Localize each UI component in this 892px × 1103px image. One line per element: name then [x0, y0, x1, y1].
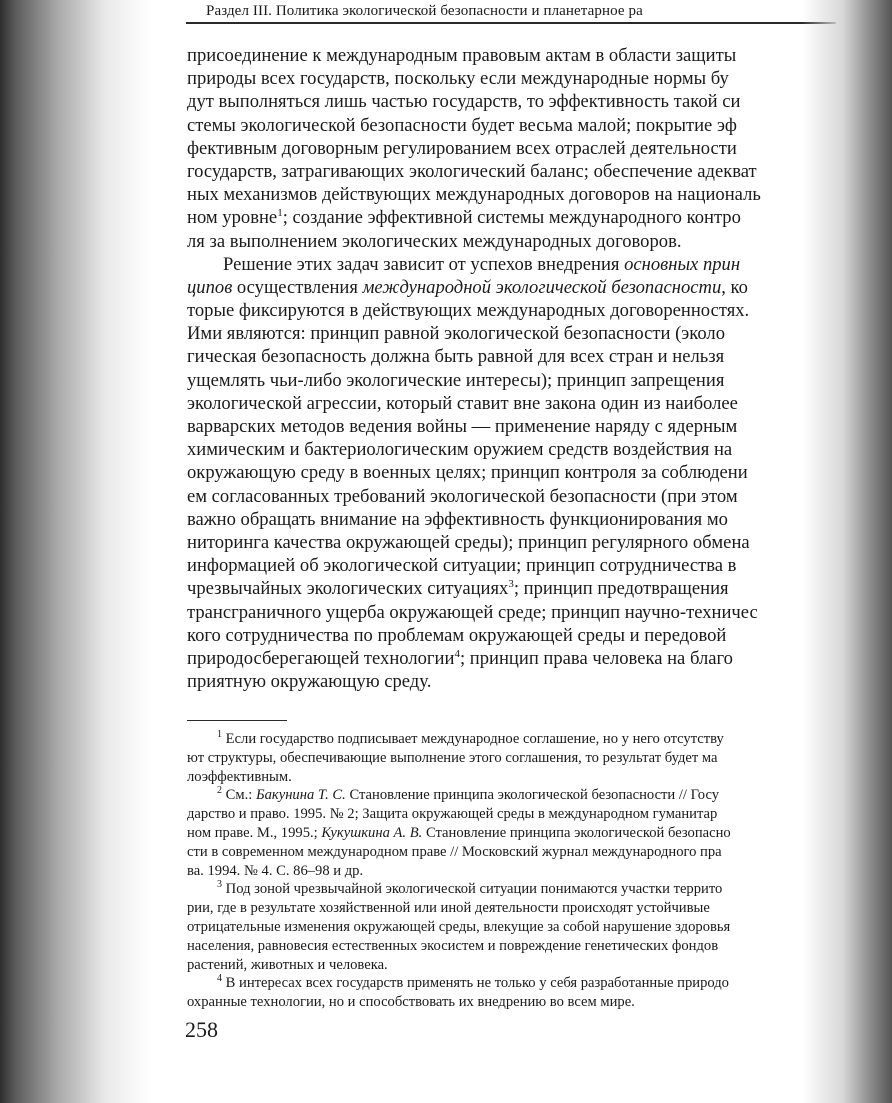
- footnote-line: отрицательные изменения окружающей среды, влекущие за собой нарушение здоровья: [187, 918, 731, 935]
- text-line: природы всех государств, поскольку если международные нормы бу: [187, 68, 729, 90]
- text-line: ных механизмов действующих международных договоров на националь: [187, 184, 761, 206]
- footnote-ref-3: 3: [508, 578, 514, 591]
- text-run: , ко: [721, 276, 748, 298]
- text-run: Под зоной чрезвычайной экологической ситуации понимаются участки террито: [222, 881, 723, 898]
- text-line: дут выполняться лишь частью государств, то эффективность такой си: [187, 91, 741, 113]
- footnote-line: рии, где в результате хозяйственной или иной деятельности происходят устойчивые: [187, 900, 710, 917]
- footnote-number: 3: [217, 880, 222, 891]
- footnote-line: ва. 1994. № 4. С. 86–98 и др.: [187, 862, 364, 879]
- page-number: 258: [185, 1017, 218, 1042]
- footnote-number: 2: [217, 786, 222, 797]
- text-run: осуществления: [232, 276, 363, 298]
- text-line: информацией об экологической ситуации; принцип сотрудничества в: [187, 555, 737, 577]
- text-line: экологической агрессии, который ставит вне закона один из наиболее: [187, 392, 738, 414]
- italic-term: международной экологической безопасности: [362, 276, 722, 298]
- text-line: химическим и бактериологическим оружием средств воздействия на: [187, 439, 733, 461]
- text-line: важно обращать внимание на эффективность функционирования мо: [187, 508, 728, 530]
- text-run: См.:: [222, 787, 256, 804]
- paragraph-2: [187, 253, 847, 694]
- italic-term: основных прин: [624, 253, 741, 275]
- text-run: Решение этих задач зависит от успехов внедрения: [223, 253, 625, 275]
- italic-term: ципов: [187, 276, 233, 298]
- footnote-line: [187, 880, 847, 899]
- author-name: Бакунина Т. С.: [255, 787, 346, 804]
- footnote-separator: [187, 720, 287, 721]
- running-head-rule: [186, 22, 836, 24]
- footnote-4: [187, 974, 847, 1012]
- footnote-ref-1: 1: [277, 207, 283, 220]
- text-run: ; принцип права человека на благо: [459, 647, 733, 669]
- text-line: Ими являются: принцип равной экологической безопасности (эколо: [187, 323, 725, 345]
- footnotes: [187, 730, 847, 1012]
- footnote-number: 1: [217, 730, 222, 741]
- main-text: [187, 44, 847, 693]
- text-line: варварских методов ведения войны — применение наряду с ядерным: [187, 416, 738, 437]
- text-line: торые фиксируются в действующих международных договоренностях.: [187, 300, 750, 322]
- footnote-number: 4: [217, 974, 222, 985]
- footnote-line: ют структуры, обеспечивающие выполнение этого соглашения, то результат будет ма: [187, 749, 718, 766]
- footnote-ref-4: 4: [454, 647, 460, 660]
- text-line: ниторинга качества окружающей среды); принцип регулярного обмена: [187, 531, 750, 553]
- text-run: Если государство подписывает международное соглашение, но у него отсутству: [222, 731, 724, 747]
- footnote-line: сти в современном международном праве // Московский журнал международного пра: [187, 843, 722, 860]
- paragraph-1: [187, 44, 847, 253]
- text-line: фективным договорным регулированием всех отраслей деятельности: [187, 137, 737, 159]
- footnote-line: дарство и право. 1995. № 2; Защита окружающей среды в международном гуманитар: [187, 806, 718, 823]
- text-line: приятную окружающую среду.: [187, 671, 432, 693]
- footnote-line: охранные технологии, но и способствовать их внедрению во всем мире.: [187, 994, 635, 1011]
- text-line: [187, 577, 847, 600]
- scan-shadow-right: [802, 0, 892, 1103]
- author-name: Кукушкина А. В.: [321, 824, 423, 841]
- text-run: Становление принципа экологической безопасно: [422, 824, 731, 841]
- footnote-1: [187, 730, 847, 786]
- text-line: [187, 647, 847, 670]
- running-head: Раздел III. Политика экологической безопасности и планетарное ра: [206, 3, 643, 19]
- text-run: чрезвычайных экологических ситуациях: [187, 578, 509, 600]
- text-line: [187, 253, 847, 276]
- text-line: трансграничного ущерба окружающей среде; принцип научно-техничес: [187, 601, 758, 623]
- text-line: [187, 276, 847, 299]
- text-line: стемы экологической безопасности будет весьма малой; покрытие эф: [187, 114, 737, 136]
- text-run: ; принцип предотвращения: [513, 578, 729, 600]
- footnote-line: [187, 730, 847, 749]
- text-line: присоединение к международным правовым актам в области защиты: [187, 45, 737, 66]
- footnote-3: [187, 880, 847, 974]
- footnote-line: растений, животных и человека.: [187, 956, 388, 973]
- text-line: государств, затрагивающих экологический баланс; обеспечение адекват: [187, 160, 757, 182]
- text-run: В интересах всех государств применять не только у себя разработанные природо: [222, 975, 729, 992]
- text-line: кого сотрудничества по проблемам окружающей среды и передовой: [187, 624, 727, 646]
- text-line: ля за выполнением экологических международных договоров.: [187, 230, 682, 252]
- text-run: природосберегающей технологии: [187, 647, 455, 669]
- text-run: ном уровне: [187, 207, 278, 229]
- footnote-2: [187, 786, 847, 880]
- text-line: окружающую среду в военных целях; принцип контроля за соблюдени: [187, 462, 748, 484]
- footnote-line: лоэффективным.: [187, 768, 292, 785]
- text-run: ; создание эффективной системы международного контро: [282, 207, 741, 229]
- footnote-line: населения, равновесия естественных экосистем и повреждение генетических фондов: [187, 937, 719, 954]
- footnote-line: [187, 786, 847, 805]
- text-line: ущемлять чьи-либо экологические интересы); принцип запрещения: [187, 369, 725, 391]
- text-run: Становление принципа экологической безопасности // Госу: [345, 787, 720, 804]
- footnote-line: [187, 824, 847, 843]
- text-line: гическая безопасность должна быть равной для всех стран и нельзя: [187, 346, 725, 368]
- text-run: ном праве. М., 1995.;: [187, 824, 322, 841]
- text-line: [187, 206, 847, 229]
- text-line: ем согласованных требований экологической безопасности (при этом: [187, 485, 738, 507]
- footnote-line: [187, 974, 847, 993]
